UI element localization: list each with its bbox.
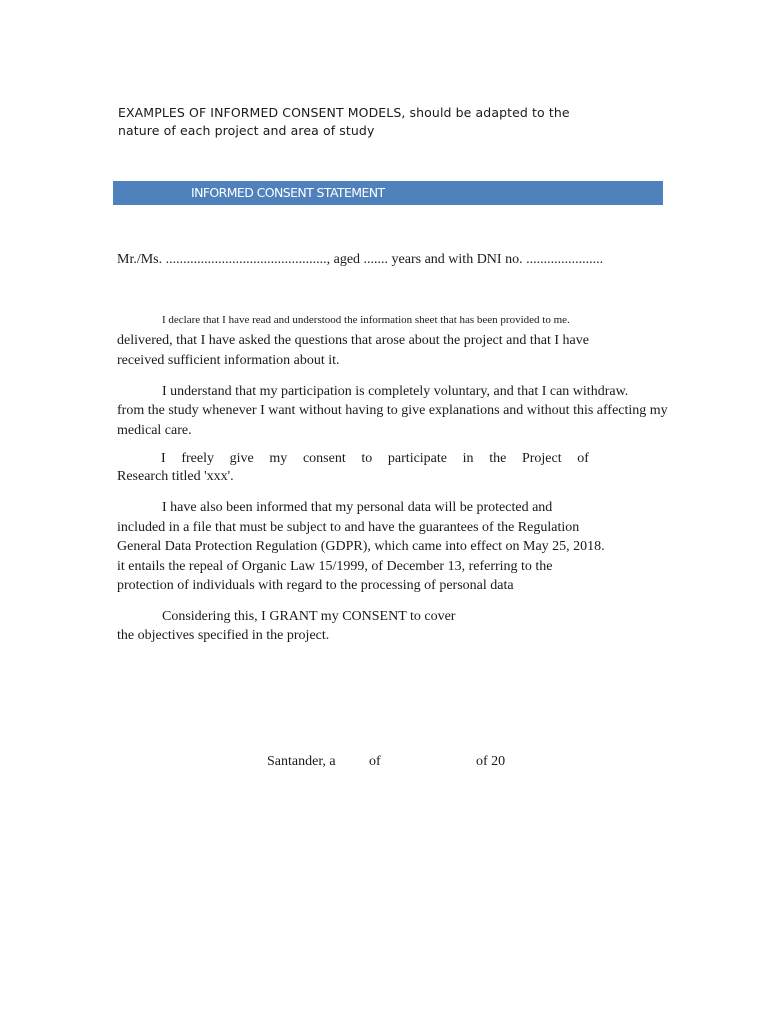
para1-line-3: received sufficient information about it. xyxy=(117,353,340,368)
section-banner xyxy=(113,181,663,205)
para3-word: the xyxy=(489,451,507,466)
signature-of-year: of 20 xyxy=(476,754,506,769)
para3-word: I xyxy=(161,451,166,466)
para1-line-1: I declare that I have read and understood the information sheet that has been provided to me. xyxy=(162,314,570,326)
para2-line-3: medical care. xyxy=(117,423,192,438)
para3-line-1 xyxy=(161,449,589,469)
para4-line-1: I have also been informed that my personal data will be protected and xyxy=(162,500,553,515)
para3-word: my xyxy=(269,451,288,466)
para5-line-1: Considering this, I GRANT my CONSENT to cover xyxy=(162,609,456,624)
para1-line-2: delivered, that I have asked the questions that arose about the project and that I have xyxy=(117,333,589,348)
para3-word: consent xyxy=(302,451,346,466)
para2-line-2: from the study whenever I want without having to give explanations and without this affecting my xyxy=(117,403,668,418)
para3-word: Project xyxy=(521,451,562,466)
para4-line-5: protection of individuals with regard to the processing of personal data xyxy=(117,578,514,593)
intro-line-2: nature of each project and area of study xyxy=(118,123,375,138)
para3-word: freely xyxy=(181,451,214,466)
intro-line-1: EXAMPLES OF INFORMED CONSENT MODELS, should be adapted to the xyxy=(118,105,570,120)
para2-line-1: I understand that my participation is completely voluntary, and that I can withdraw. xyxy=(162,384,629,399)
para4-line-2: included in a file that must be subject to and have the guarantees of the Regulation xyxy=(117,520,580,535)
banner-title: INFORMED CONSENT STATEMENT xyxy=(191,185,385,200)
para3-word: to xyxy=(361,451,373,466)
signature-of-month: of xyxy=(369,754,381,769)
identity-line: Mr./Ms. .............................................., aged ....... years and with DNI no. ...................... xyxy=(117,252,604,267)
para3-line-2: Research titled 'xxx'. xyxy=(117,469,234,484)
para3-word: participate xyxy=(387,451,447,466)
intro-heading xyxy=(118,104,570,140)
para5-line-2: the objectives specified in the project. xyxy=(117,628,330,643)
signature-place: Santander, a xyxy=(267,754,336,769)
para3-word: in xyxy=(462,451,474,466)
para4-line-3: General Data Protection Regulation (GDPR), which came into effect on May 25, 2018. xyxy=(117,539,605,554)
para3-word: of xyxy=(577,451,589,466)
para3-word: give xyxy=(229,451,254,466)
para4-line-4: it entails the repeal of Organic Law 15/1999, of December 13, referring to the xyxy=(117,559,553,574)
